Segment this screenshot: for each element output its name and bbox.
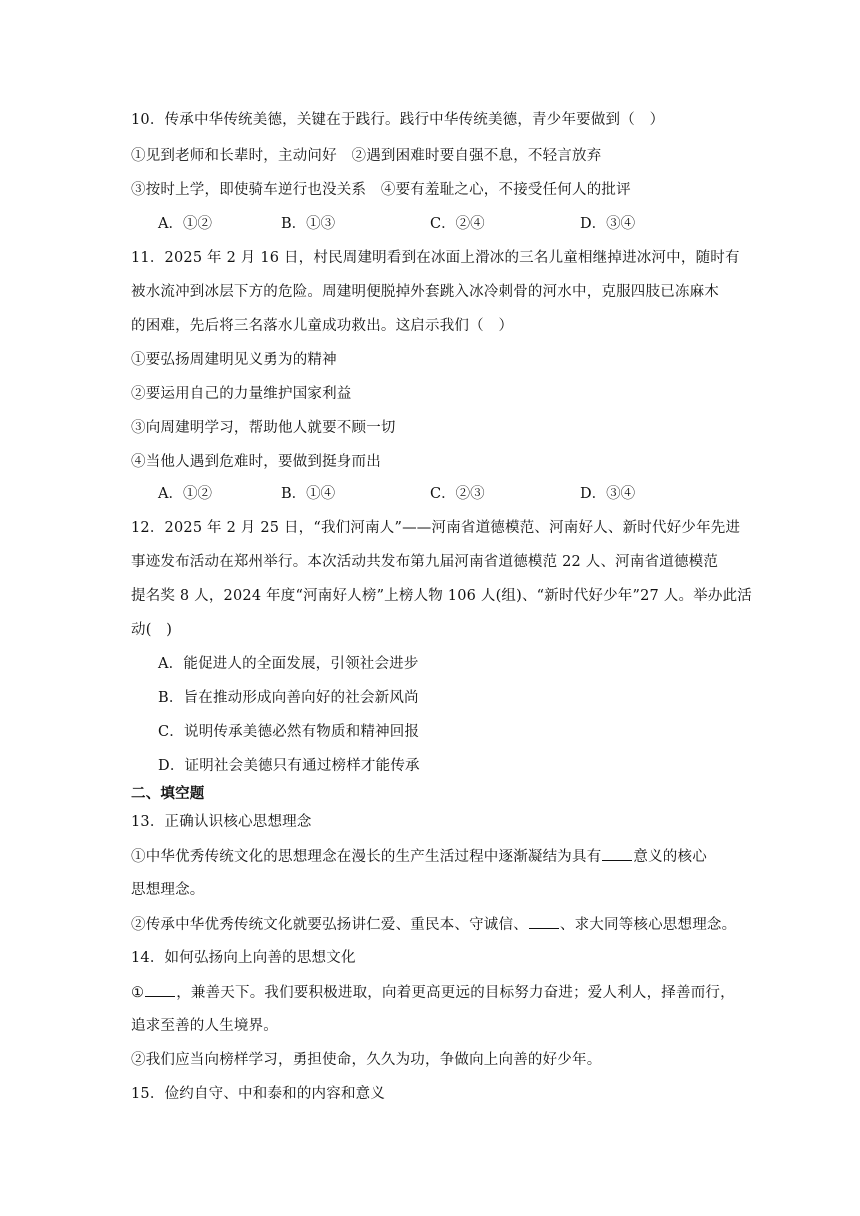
q13-p1-continuation: 思想理念。 xyxy=(131,882,205,898)
q10-option-c: C．②④ xyxy=(430,216,485,232)
q10-item-2: ③按时上学，即使骑车逆行也没关系 ④要有羞耻之心，不接受任何人的批评 xyxy=(131,182,631,198)
q14-p1-text-a: ① xyxy=(131,985,145,1001)
q13-blank-1[interactable] xyxy=(602,846,632,861)
q13-paragraph-2 xyxy=(131,914,736,935)
q11-option-a: A．①② xyxy=(158,486,212,502)
q13-title: 13．正确认识核心思想理念 xyxy=(131,814,312,830)
q11-item-2: ②要运用自己的力量维护国家利益 xyxy=(131,386,352,402)
q12-option-a: A．能促进人的全面发展，引领社会进步 xyxy=(158,656,419,672)
q13-p1-text-a: ①中华优秀传统文化的思想理念在漫长的生产生活过程中逐渐凝结为具有 xyxy=(131,849,602,865)
q10-option-b: B．①③ xyxy=(281,216,336,232)
q11-item-4: ④当他人遇到危难时，要做到挺身而出 xyxy=(131,454,381,470)
q13-blank-2[interactable] xyxy=(529,914,559,929)
q14-paragraph-2: ②我们应当向榜样学习，勇担使命，久久为功，争做向上向善的好少年。 xyxy=(131,1052,602,1068)
q11-option-b: B．①④ xyxy=(281,486,336,502)
q12-stem-line-2: 事迹发布活动在郑州举行。本次活动共发布第九届河南省道德模范 22 人、河南省道德模范 xyxy=(131,554,719,570)
q11-option-d: D．③④ xyxy=(580,486,636,502)
q12-option-c: C．说明传承美德必然有物质和精神回报 xyxy=(158,724,420,740)
q12-option-d: D．证明社会美德只有通过榜样才能传承 xyxy=(158,758,420,774)
q12-stem-line-1: 12．2025 年 2 月 25 日，“我们河南人”——河南省道德模范、河南好人、新时代好少年先进 xyxy=(131,520,741,536)
q10-item-1: ①见到老师和长辈时，主动问好 ②遇到困难时要自强不息，不轻言放弃 xyxy=(131,148,602,164)
q10-stem: 10．传承中华传统美德，关键在于践行。践行中华传统美德，青少年要做到（ ） xyxy=(131,112,665,128)
q11-stem-line-1: 11．2025 年 2 月 16 日，村民周建明看到在冰面上滑冰的三名儿童相继掉进冰河中，随时有 xyxy=(131,250,740,266)
q15-title: 15．俭约自守、中和泰和的内容和意义 xyxy=(131,1086,386,1102)
q10-options xyxy=(0,214,860,234)
q14-p1-text-b: ，兼善天下。我们要积极进取，向着更高更远的目标努力奋进；爱人利人，择善而行， xyxy=(176,985,735,1001)
q10-option-d: D．③④ xyxy=(580,216,636,232)
q14-title: 14．如何弘扬向上向善的思想文化 xyxy=(131,950,356,966)
q12-stem-line-3: 提名奖 8 人，2024 年度“河南好人榜”上榜人物 106 人(组)、“新时代好少年”27 人。举办此活 xyxy=(131,588,752,604)
section-title-fill-in: 二、填空题 xyxy=(131,785,205,802)
q10-option-a: A．①② xyxy=(158,216,212,232)
q11-item-1: ①要弘扬周建明见义勇为的精神 xyxy=(131,352,337,368)
q11-stem-line-3: 的困难，先后将三名落水儿童成功救出。这启示我们（ ） xyxy=(131,318,514,334)
q12-stem-line-4: 动( ) xyxy=(131,622,173,638)
q13-p2-text-b: 、求大同等核心思想理念。 xyxy=(559,917,737,933)
q14-p1-continuation: 追求至善的人生境界。 xyxy=(131,1018,278,1034)
q11-item-3: ③向周建明学习，帮助他人就要不顾一切 xyxy=(131,420,396,436)
q11-options xyxy=(0,484,860,504)
q11-stem-line-2: 被水流冲到冰层下方的危险。周建明便脱掉外套跳入冰冷刺骨的河水中，克服四肢已冻麻木 xyxy=(131,284,719,300)
q11-option-c: C．②③ xyxy=(430,486,485,502)
q14-paragraph-1 xyxy=(131,982,735,1003)
q13-paragraph-1 xyxy=(131,846,707,867)
q12-option-b: B．旨在推动形成向善向好的社会新风尚 xyxy=(158,690,419,706)
q14-blank-1[interactable] xyxy=(145,982,175,997)
q13-p2-text-a: ②传承中华优秀传统文化就要弘扬讲仁爱、重民本、守诚信、 xyxy=(131,917,528,933)
q13-p1-text-b: 意义的核心 xyxy=(633,849,707,865)
